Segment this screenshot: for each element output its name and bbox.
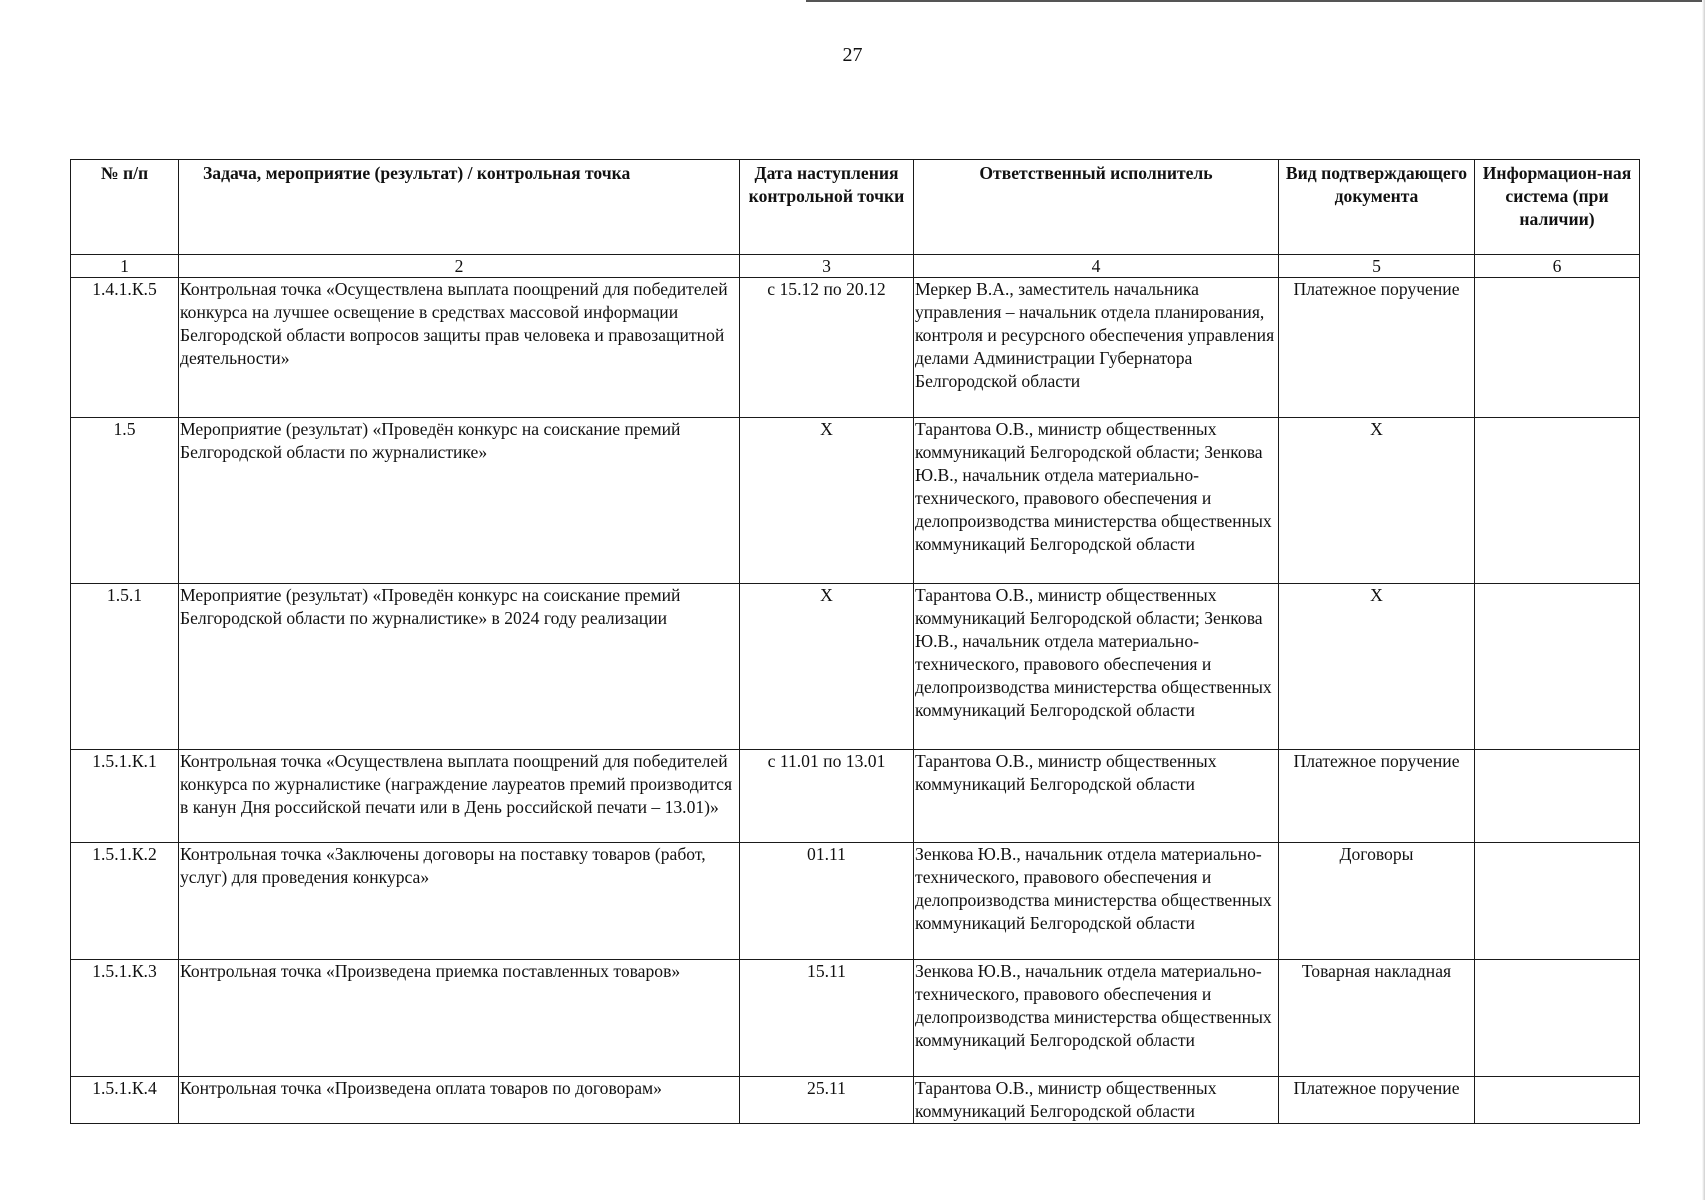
cell-executor: Зенкова Ю.В., начальник отдела материально-технического, правового обеспечения и делопроизводства министерства общественных коммуникаций Белгородской области — [914, 960, 1279, 1077]
cell-task: Контрольная точка «Осуществлена выплата поощрений для победителей конкурса по журналистике (награждение лауреатов премий производится в канун Дня российской печати или в День российской печати – 13.01)» — [179, 750, 740, 843]
implementation-plan-table — [70, 159, 1640, 1124]
cell-document: Платежное поручение — [1279, 278, 1475, 418]
cell-executor: Меркер В.А., заместитель начальника управления – начальник отдела планирования, контроля и ресурсного обеспечения управления делами Администрации Губернатора Белгородской области — [914, 278, 1279, 418]
cell-date: Х — [740, 418, 914, 584]
cell-date: с 15.12 по 20.12 — [740, 278, 914, 418]
cell-info-system — [1475, 1077, 1640, 1124]
table-row — [71, 843, 1640, 960]
page-number: 27 — [842, 44, 863, 66]
column-number: 4 — [914, 255, 1279, 278]
cell-info-system — [1475, 418, 1640, 584]
cell-number: 1.5.1.К.4 — [71, 1077, 179, 1124]
header-document: Вид подтверждающего документа — [1279, 160, 1475, 255]
column-number: 3 — [740, 255, 914, 278]
cell-date: с 11.01 по 13.01 — [740, 750, 914, 843]
header-info-system: Информацион-ная система (при наличии) — [1475, 160, 1640, 255]
table-row — [71, 418, 1640, 584]
scan-border-line — [806, 0, 1705, 2]
cell-task: Мероприятие (результат) «Проведён конкурс на соискание премий Белгородской области по журналистике» в 2024 году реализации — [179, 584, 740, 750]
column-number: 2 — [179, 255, 740, 278]
cell-info-system — [1475, 584, 1640, 750]
header-date: Дата наступления контрольной точки — [740, 160, 914, 255]
cell-document: Договоры — [1279, 843, 1475, 960]
table-row — [71, 584, 1640, 750]
cell-executor: Тарантова О.В., министр общественных коммуникаций Белгородской области; Зенкова Ю.В., начальник отдела материально-технического, правового обеспечения и делопроизводства министерства общественных коммуникаций Белгородской области — [914, 584, 1279, 750]
cell-task: Мероприятие (результат) «Проведён конкурс на соискание премий Белгородской области по журналистике» — [179, 418, 740, 584]
cell-number: 1.5.1 — [71, 584, 179, 750]
cell-document: Платежное поручение — [1279, 750, 1475, 843]
table-row — [71, 1077, 1640, 1124]
cell-date: 01.11 — [740, 843, 914, 960]
cell-executor: Тарантова О.В., министр общественных коммуникаций Белгородской области; Зенкова Ю.В., начальник отдела материально-технического, правового обеспечения и делопроизводства министерства общественных коммуникаций Белгородской области — [914, 418, 1279, 584]
cell-number: 1.4.1.К.5 — [71, 278, 179, 418]
cell-task: Контрольная точка «Осуществлена выплата поощрений для победителей конкурса на лучшее освещение в средствах массовой информации Белгородской области вопросов защиты прав человека и правозащитной деятельности» — [179, 278, 740, 418]
cell-date: Х — [740, 584, 914, 750]
table-row — [71, 278, 1640, 418]
cell-number: 1.5.1.К.3 — [71, 960, 179, 1077]
column-number-row — [71, 255, 1640, 278]
cell-date: 25.11 — [740, 1077, 914, 1124]
cell-number: 1.5 — [71, 418, 179, 584]
cell-document: Х — [1279, 584, 1475, 750]
header-executor: Ответственный исполнитель — [914, 160, 1279, 255]
column-number: 1 — [71, 255, 179, 278]
cell-task: Контрольная точка «Произведена оплата товаров по договорам» — [179, 1077, 740, 1124]
cell-task: Контрольная точка «Произведена приемка поставленных товаров» — [179, 960, 740, 1077]
cell-document: Платежное поручение — [1279, 1077, 1475, 1124]
cell-info-system — [1475, 843, 1640, 960]
cell-task: Контрольная точка «Заключены договоры на поставку товаров (работ, услуг) для проведения конкурса» — [179, 843, 740, 960]
cell-document: Товарная накладная — [1279, 960, 1475, 1077]
cell-executor: Тарантова О.В., министр общественных коммуникаций Белгородской области — [914, 1077, 1279, 1124]
cell-document: Х — [1279, 418, 1475, 584]
header-task: Задача, мероприятие (результат) / контрольная точка — [179, 160, 740, 255]
cell-info-system — [1475, 278, 1640, 418]
cell-number: 1.5.1.К.1 — [71, 750, 179, 843]
column-number: 6 — [1475, 255, 1640, 278]
cell-number: 1.5.1.К.2 — [71, 843, 179, 960]
table-row — [71, 750, 1640, 843]
cell-executor: Тарантова О.В., министр общественных коммуникаций Белгородской области — [914, 750, 1279, 843]
header-number: № п/п — [71, 160, 179, 255]
cell-executor: Зенкова Ю.В., начальник отдела материально-технического, правового обеспечения и делопроизводства министерства общественных коммуникаций Белгородской области — [914, 843, 1279, 960]
table-header-row — [71, 160, 1640, 255]
table-row — [71, 960, 1640, 1077]
cell-date: 15.11 — [740, 960, 914, 1077]
cell-info-system — [1475, 750, 1640, 843]
column-number: 5 — [1279, 255, 1475, 278]
cell-info-system — [1475, 960, 1640, 1077]
